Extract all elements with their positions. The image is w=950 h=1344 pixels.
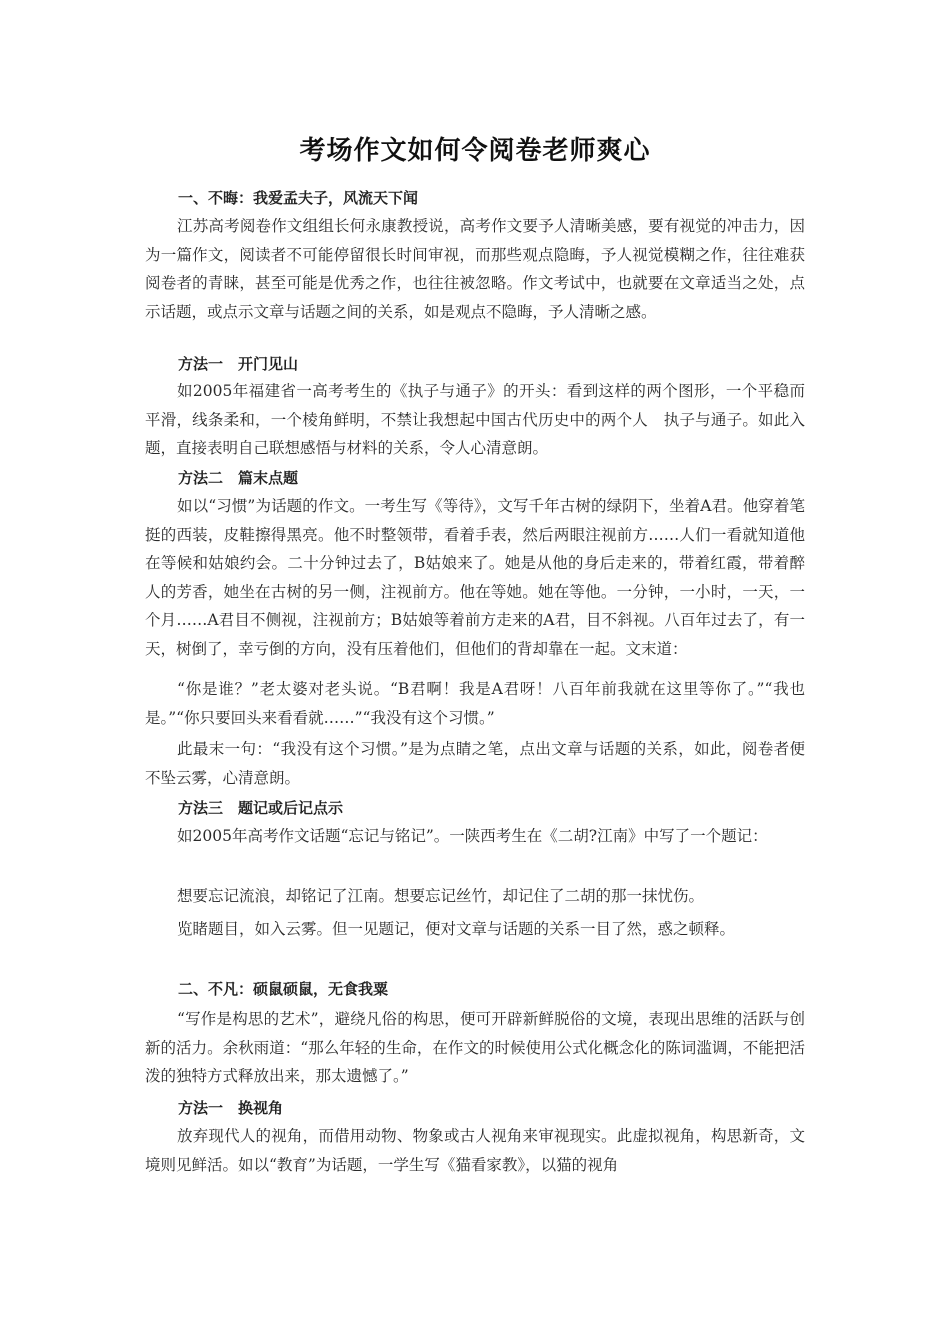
- section-2-method-1-text: 放弃现代人的视角，而借用动物、物象或古人视角来审视现实。此虚拟视角，构思新奇，文境则见鲜活。如以“教育”为话题，一学生写《猫看家教》，以猫的视角: [145, 1127, 805, 1174]
- method-2-dialogue: “你是谁？”老太婆对老头说。“B君啊！我是A君呀！八百年前我就在这里等你了。”“我也是。”“你只要回头来看看就……”“我没有这个习惯。”: [145, 680, 805, 727]
- method-2-conclusion: 此最末一句：“我没有这个习惯。”是为点睛之笔，点出文章与话题的关系，如此，阅卷者便不坠云雾，心清意朗。: [145, 740, 805, 787]
- method-2-text: 如以“习惯”为话题的作文。一考生写《等待》，文写千年古树的绿阴下，坐着A君。他穿着笔挺的西装，皮鞋擦得黑亮。他不时整领带，看着手表，然后两眼注视前方……人们一看就知道他在等候和姑娘约会。二十分钟过去了，B姑娘来了。她是从他的身后走来的，带着红霞，带着醉人的芳香，她坐在古树的另一侧，注视前方。他在等她。她在等他。一分钟，一小时，一天，一个月……A君目不侧视，注视前方；B姑娘等着前方走来的A君，目不斜视。八百年过去了，有一天，树倒了，幸亏倒的方向，没有压着他们，但他们的背却靠在一起。文末道：: [145, 497, 805, 658]
- method-1-heading: 方法一 开门见山: [178, 355, 299, 373]
- method-3-conclusion: 览睹题目，如入云雾。但一见题记，便对文章与话题的关系一目了然，惑之顿释。: [177, 920, 736, 938]
- section-2-method-1-heading: 方法一 换视角: [178, 1099, 284, 1117]
- method-2-heading: 方法二 篇末点题: [178, 469, 299, 487]
- method-3-text: 如2005年高考作文话题“忘记与铭记”。一陕西考生在《二胡?江南》中写了一个题记：: [177, 827, 768, 845]
- document-title: 考场作文如何令阅卷老师爽心: [299, 136, 651, 166]
- section-2-intro: “写作是构思的艺术”，避绕凡俗的构思，便可开辟新鲜脱俗的文境，表现出思维的活跃与创新的活力。余秋雨道：“那么年轻的生命，在作文的时候使用公式化概念化的陈词滥调，不能把活泼的独特方式释放出来，那太遗憾了。”: [145, 1010, 805, 1085]
- section-1-intro: 江苏高考阅卷作文组组长何永康教授说，高考作文要予人清晰美感，要有视觉的冲击力，因为一篇作文，阅读者不可能停留很长时间审视，而那些观点隐晦，予人视觉模糊之作，往往难获阅卷者的青睐，甚至可能是优秀之作，也往往被忽略。作文考试中，也就要在文章适当之处，点示话题，或点示文章与话题之间的关系，如是观点不隐晦，予人清晰之感。: [145, 217, 805, 321]
- method-3-heading: 方法三 题记或后记点示: [178, 799, 344, 817]
- section-2-heading: 二、不凡：硕鼠硕鼠，无食我粟: [178, 980, 389, 998]
- method-3-inscription: 想要忘记流浪，却铭记了江南。想要忘记丝竹，却记住了二胡的那一抹忧伤。: [177, 887, 705, 905]
- section-1-heading: 一、不晦：我爱孟夫子，风流天下闻: [178, 189, 419, 207]
- method-1-text: 如2005年福建省一高考考生的《执子与通子》的开头：看到这样的两个图形，一个平稳而平滑，线条柔和，一个棱角鲜明，不禁让我想起中国古代历史中的两个人 执子与通子。如此入题，直接表明自己联想感悟与材料的关系，令人心清意朗。: [145, 382, 805, 457]
